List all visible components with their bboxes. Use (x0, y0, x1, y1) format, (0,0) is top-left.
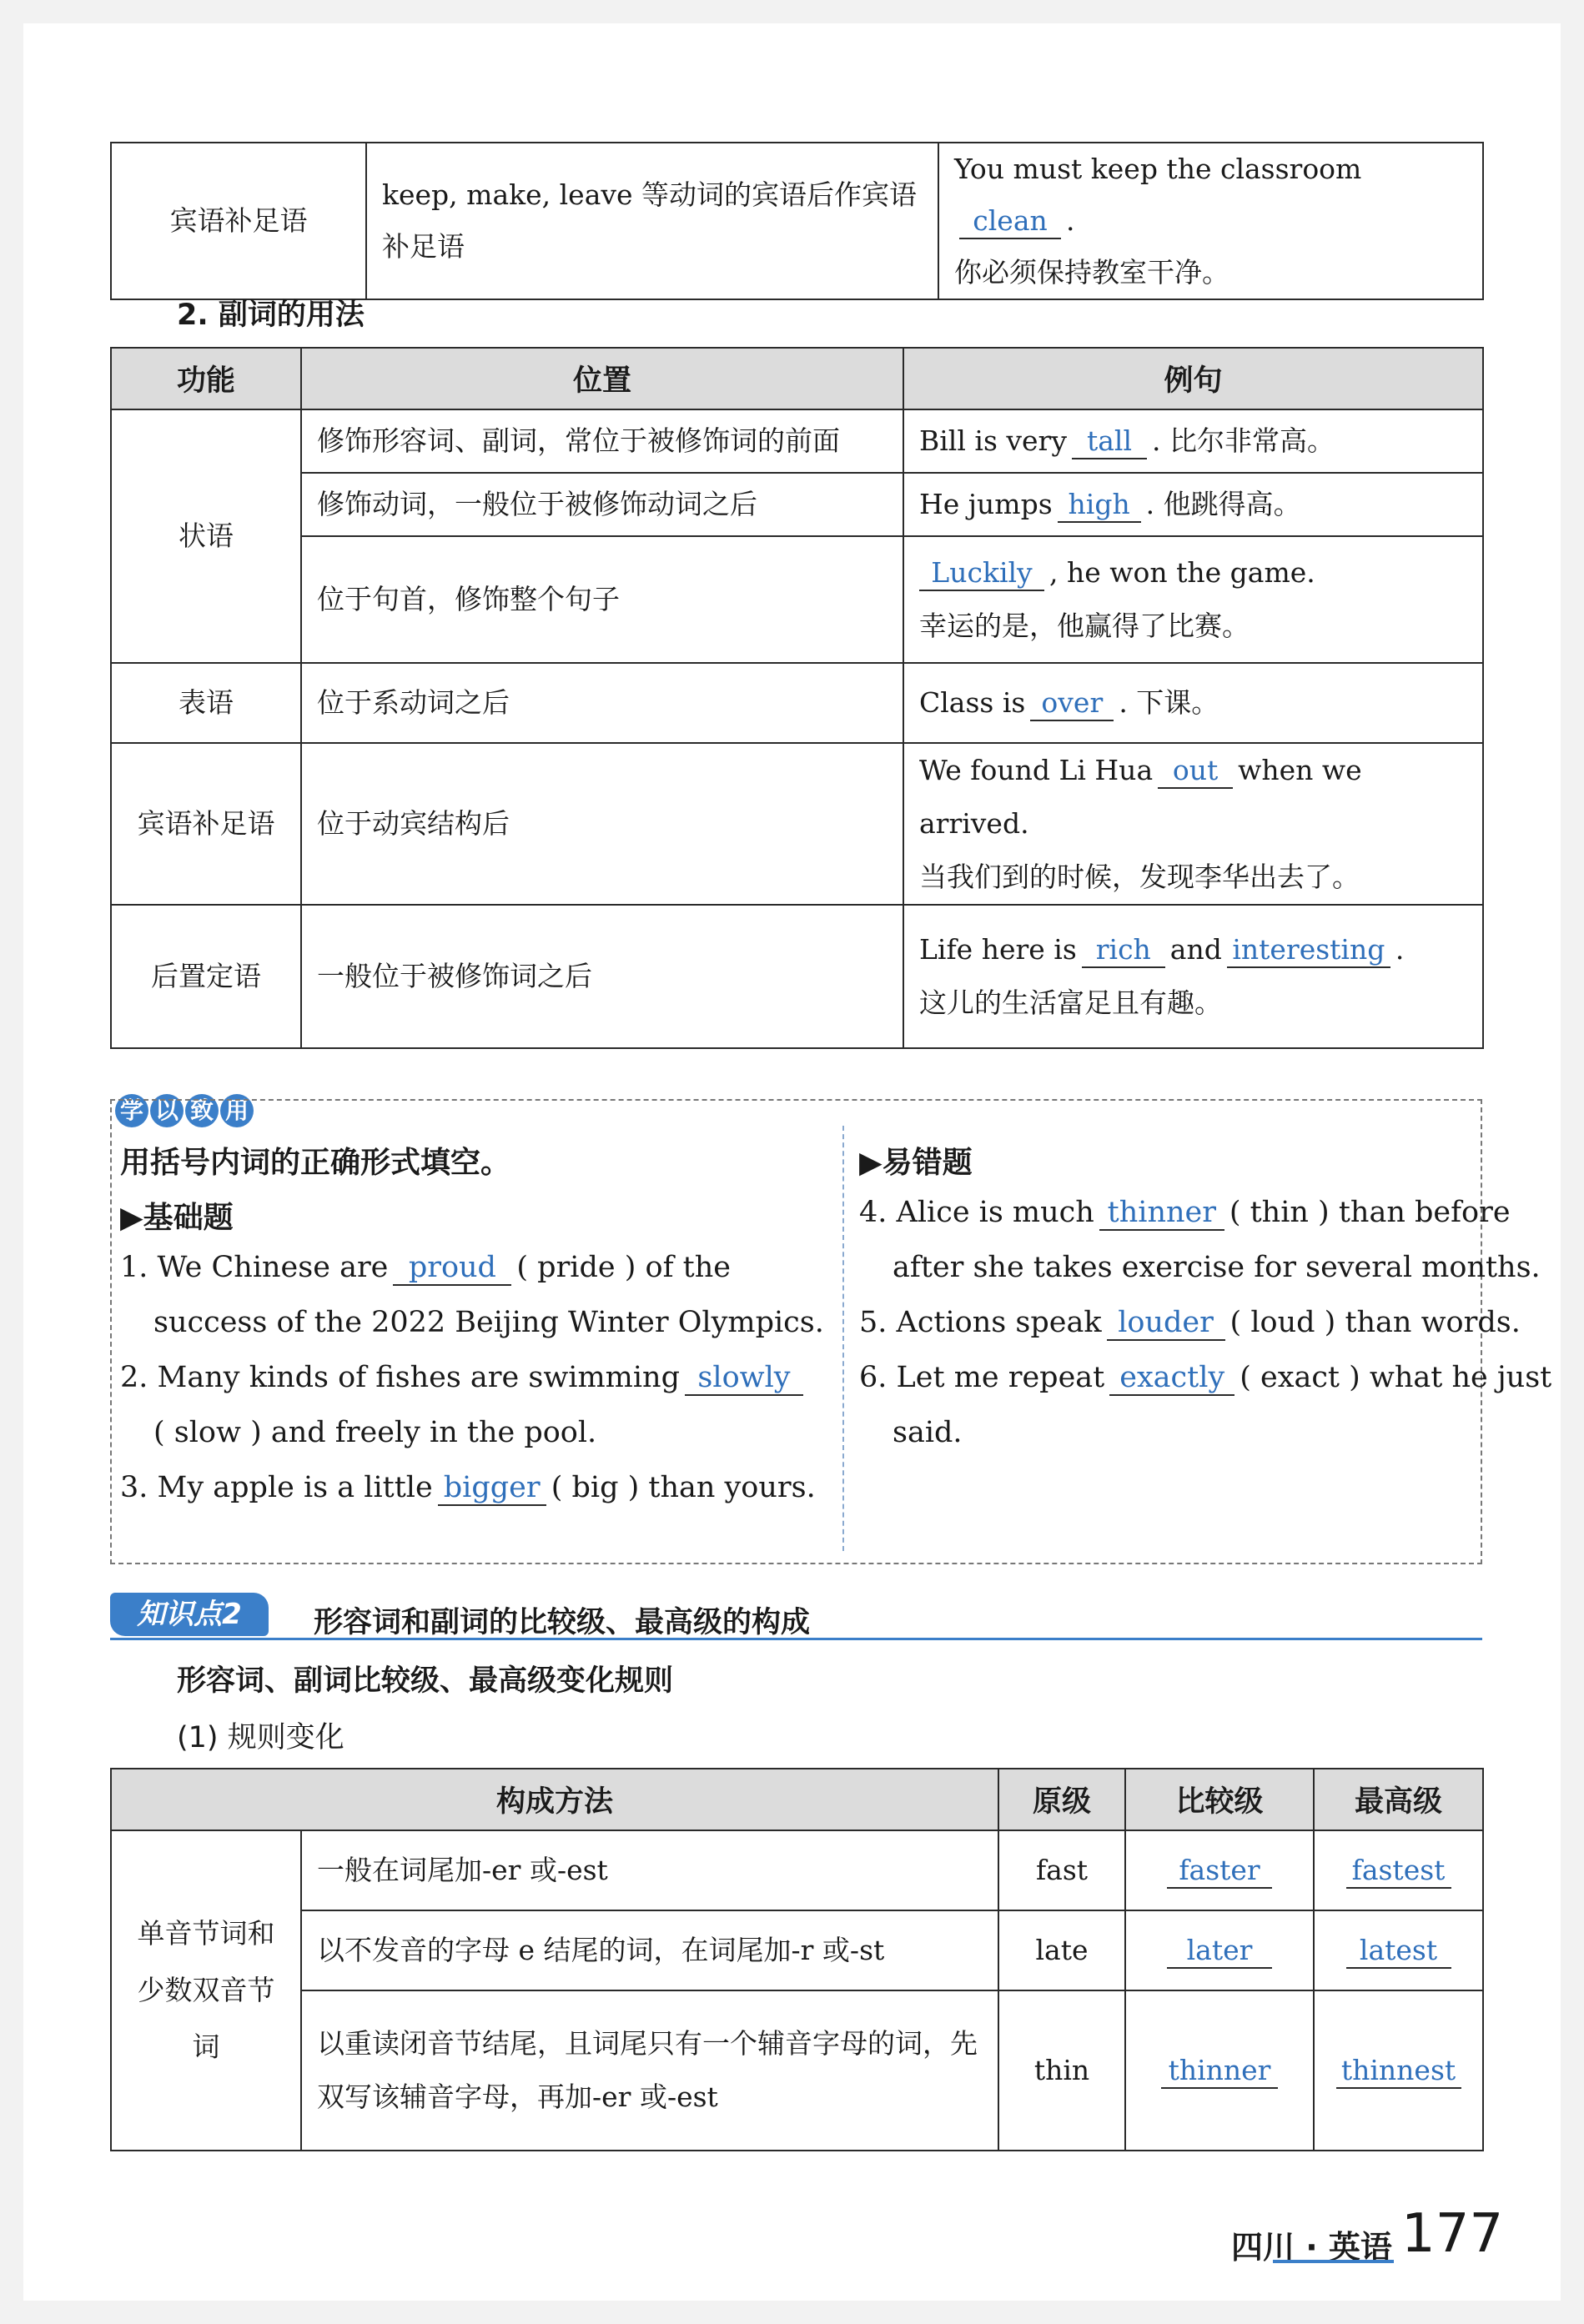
item-text: Let me repeat (896, 1361, 1105, 1394)
table-row (111, 1910, 1483, 1990)
table-cell (938, 143, 1483, 299)
item-number: 4. (859, 1196, 888, 1229)
answer-blank: rich (1082, 933, 1165, 968)
answer-blank: thinner (1099, 1196, 1224, 1231)
footer-underline (1273, 2260, 1394, 2263)
section-title: 2. 副词的用法 (177, 299, 365, 332)
knowledge-point-tag: 知识点2 (110, 1593, 269, 1636)
example-text: . 下课。 (1119, 686, 1219, 719)
answer-blank: faster (1167, 1854, 1272, 1889)
answer-blank: thinnest (1336, 2054, 1461, 2089)
base-cell: thin (998, 1990, 1125, 2151)
object-complement-table (110, 142, 1484, 300)
answer-blank: clean (959, 204, 1061, 239)
position-cell: 修饰形容词、副词，常位于被修饰词的前面 (301, 409, 903, 473)
example-text: . 比尔非常高。 (1151, 424, 1335, 457)
position-cell: 一般位于被修饰词之后 (301, 905, 903, 1048)
position-cell: 修饰动词，一般位于被修饰动词之后 (301, 473, 903, 536)
example-translation: 这儿的生活富足且有趣。 (919, 986, 1222, 1019)
example-cell (903, 905, 1483, 1048)
column-header: 功能 (111, 348, 301, 409)
item-text: ( thin ) than before (1229, 1196, 1511, 1229)
base-cell: fast (998, 1830, 1125, 1910)
item-text: Many kinds of fishes are swimming (157, 1361, 680, 1394)
method-cell: 一般在词尾加-er 或-est (301, 1830, 998, 1910)
function-cell: 后置定语 (111, 905, 301, 1048)
example-cell (903, 663, 1483, 743)
position-cell: 位于句首，修饰整个句子 (301, 536, 903, 663)
table-row (111, 409, 1483, 473)
exercise-item (120, 1359, 808, 1396)
answer-blank: slowly (685, 1361, 803, 1396)
item-text: ( big ) than yours. (551, 1471, 816, 1504)
item-continuation: ( slow ) and freely in the pool. (153, 1416, 597, 1449)
answer-blank: louder (1107, 1306, 1225, 1341)
example-translation: 你必须保持教室干净。 (954, 256, 1229, 289)
footer-label: 四川 · 英语 (1231, 2229, 1392, 2266)
exercise-item (120, 1249, 731, 1286)
answer-blank: Luckily (919, 556, 1044, 591)
example-text: He jumps (919, 488, 1053, 520)
table-cell: keep, make, leave 等动词的宾语后作宾语补足语 (366, 143, 938, 299)
answer-blank: exactly (1109, 1361, 1235, 1396)
answer-blank: over (1030, 686, 1114, 721)
exercise-item (120, 1469, 816, 1506)
answer-blank: out (1158, 754, 1233, 789)
answer-blank: bigger (438, 1471, 546, 1506)
example-text: We found Li Hua (919, 754, 1154, 786)
table-cell: 宾语补足语 (111, 143, 366, 299)
wrong-label: ▶易错题 (859, 1146, 973, 1180)
rules-subtitle: (1) 规则变化 (177, 1721, 344, 1754)
badge-char: 致 (185, 1094, 219, 1127)
example-cell (903, 536, 1483, 663)
example-translation: 幸运的是，他赢得了比赛。 (919, 610, 1250, 642)
exercise-item (859, 1194, 1511, 1231)
answer-blank: later (1167, 1934, 1272, 1969)
answer-blank: tall (1072, 424, 1147, 459)
exercise-item (859, 1359, 1551, 1396)
answer-blank: thinner (1161, 2054, 1278, 2089)
badge-char: 以 (150, 1094, 184, 1127)
table-row (111, 1990, 1483, 2151)
table-header-row (111, 1769, 1483, 1830)
rules-title: 形容词、副词比较级、最高级变化规则 (177, 1664, 674, 1698)
item-continuation: success of the 2022 Beijing Winter Olympics. (153, 1306, 824, 1339)
column-header: 最高级 (1314, 1769, 1483, 1830)
comparative-cell (1125, 1910, 1314, 1990)
example-text: You must keep the classroom (954, 153, 1362, 185)
item-number: 3. (120, 1471, 148, 1504)
base-cell: late (998, 1910, 1125, 1990)
knowledge-point-title: 形容词和副词的比较级、最高级的构成 (314, 1606, 811, 1639)
answer-blank: proud (393, 1251, 511, 1286)
table-row (111, 905, 1483, 1048)
example-cell (903, 473, 1483, 536)
table-header-row (111, 348, 1483, 409)
item-text: Actions speak (896, 1306, 1102, 1339)
example-translation: 当我们到的时候，发现李华出去了。 (919, 861, 1360, 893)
badge-char: 用 (220, 1094, 254, 1127)
exercise-item (859, 1304, 1521, 1341)
position-cell: 位于系动词之后 (301, 663, 903, 743)
example-text: . 他跳得高。 (1145, 488, 1301, 520)
answer-blank: latest (1346, 1934, 1451, 1969)
table-row (111, 743, 1483, 905)
table-row (111, 143, 1483, 299)
method-cell: 以不发音的字母 e 结尾的词，在词尾加-r 或-st (301, 1910, 998, 1990)
example-text: Class is (919, 686, 1026, 719)
example-text: . (1395, 933, 1405, 966)
comparative-cell (1125, 1990, 1314, 2151)
item-text: ( loud ) than words. (1229, 1306, 1521, 1339)
superlative-cell (1314, 1830, 1483, 1910)
page-number: 177 (1401, 2203, 1504, 2265)
function-cell: 表语 (111, 663, 301, 743)
position-cell: 位于动宾结构后 (301, 743, 903, 905)
method-cell: 以重读闭音节结尾，且词尾只有一个辅音字母的词，先双写该辅音字母，再加-er 或-est (301, 1990, 998, 2151)
page (23, 23, 1561, 2301)
item-text: ( exact ) what he just (1240, 1361, 1552, 1394)
item-text: My apple is a little (157, 1471, 433, 1504)
answer-blank: fastest (1346, 1854, 1451, 1889)
comparative-rules-table (110, 1768, 1484, 2151)
item-text: Alice is much (896, 1196, 1094, 1229)
example-text: , he won the game. (1049, 556, 1315, 589)
example-cell (903, 743, 1483, 905)
basic-label: ▶基础题 (120, 1201, 234, 1235)
superlative-cell (1314, 1990, 1483, 2151)
column-divider (842, 1126, 844, 1551)
table-row (111, 536, 1483, 663)
table-row (111, 663, 1483, 743)
example-text: . (1066, 204, 1075, 237)
table-row (111, 473, 1483, 536)
example-text: Life here is (919, 933, 1077, 966)
item-number: 5. (859, 1306, 888, 1339)
column-header: 原级 (998, 1769, 1125, 1830)
column-header: 例句 (903, 348, 1483, 409)
item-text: We Chinese are (157, 1251, 389, 1284)
category-cell: 单音节词和少数双音节词 (111, 1830, 301, 2151)
superlative-cell (1314, 1910, 1483, 1990)
example-cell (903, 409, 1483, 473)
column-header: 比较级 (1125, 1769, 1314, 1830)
adverb-usage-table (110, 347, 1484, 1049)
column-header: 位置 (301, 348, 903, 409)
example-text: and (1169, 933, 1222, 966)
comparative-cell (1125, 1830, 1314, 1910)
function-cell: 状语 (111, 409, 301, 663)
table-row (111, 1830, 1483, 1910)
item-number: 2. (120, 1361, 148, 1394)
item-text: ( pride ) of the (516, 1251, 731, 1284)
answer-blank: high (1058, 488, 1141, 523)
item-continuation: after she takes exercise for several months. (893, 1251, 1541, 1284)
item-number: 1. (120, 1251, 148, 1284)
function-cell: 宾语补足语 (111, 743, 301, 905)
item-continuation: said. (893, 1416, 963, 1449)
exercise-instruction: 用括号内词的正确形式填空。 (120, 1146, 511, 1180)
column-header: 构成方法 (111, 1769, 998, 1830)
exercise-box (110, 1099, 1552, 1564)
example-text: when we arrived. (919, 754, 1362, 840)
item-number: 6. (859, 1361, 888, 1394)
answer-blank: interesting (1227, 933, 1390, 968)
badge-char: 学 (115, 1094, 148, 1127)
example-text: Bill is very (919, 424, 1067, 457)
divider (110, 1638, 1482, 1640)
